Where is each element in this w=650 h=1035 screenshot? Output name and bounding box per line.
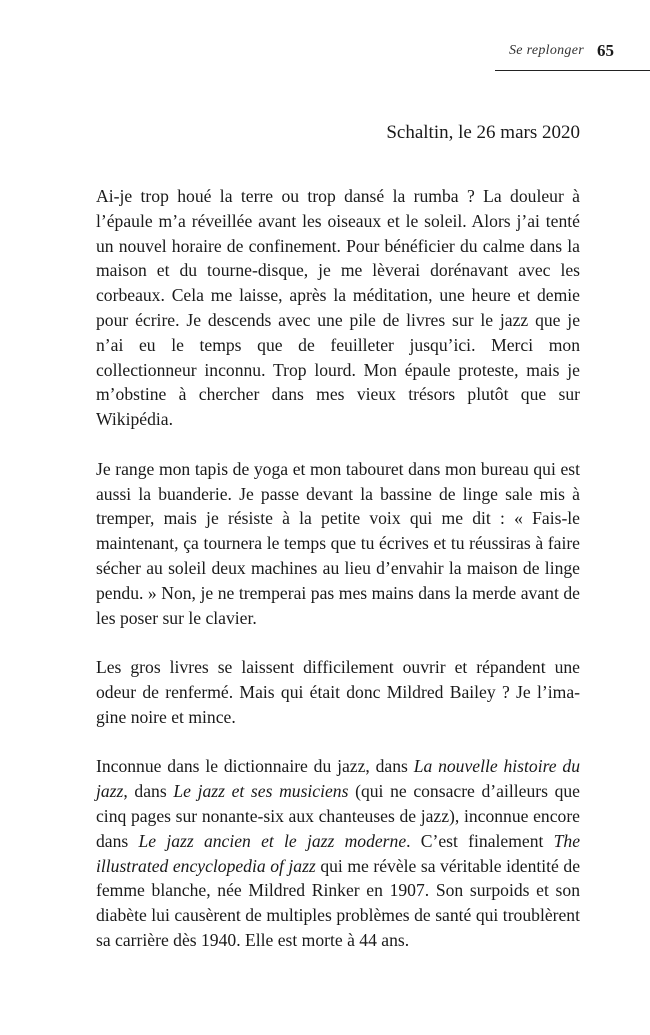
paragraph-2: Je range mon tapis de yoga et mon tabouret dans mon bureau qui est aussi la buanderie. Je passe devant la bassine de linge sale mis à tremper, mais je résiste à la petite voix qui me dit : « Fais-le maintenant, ça tournera le temps que tu écrives et tu réussiras à faire sécher au soleil deux machines au lieu d’envahir la maison de linge pendu. » Non, je ne tremperai pas mes mains dans la merde avant de les poser sur le clavier. <box>96 458 580 628</box>
page-number: 65 <box>597 41 614 60</box>
paragraph-4-text: (qui ne consacre d’ailleurs que cinq pages sur nonante-six aux chanteuses de jazz), inconnue encore dans <box>96 781 580 851</box>
paragraph-4-text: qui me révèle sa véritable identité de femme blanche, née Mildred Rinker en 1907. Son surpoids et son diabète lui causèrent de multiples problèmes de santé qui troublèrent sa carrière dès 1940. Elle est morte à 44 ans. <box>96 855 580 950</box>
paragraph-4-text: , dans <box>123 781 174 802</box>
paragraph-1: Ai-je trop houé la terre ou trop dansé la rumba ? La douleur à l’épaule m’a réveillée avant les oiseaux et le soleil. Alors j’ai tenté un nouvel horaire de confinement. Pour bénéficier du calme dans la maison et du tourne-disque, je me lèverai dorénavant avec les corbeaux. Cela me laisse, après la méditation, une heure et demie pour écrire. Je descends avec une pile de livres sur le jazz que je n’ai eu le temps que de feuilleter jusqu’ici. Merci mon collectionneur inconnu. Trop lourd. Mon épaule proteste, mais je m’obstine à chercher dans mes vieux trésors plutôt que sur Wikipédia. <box>96 186 580 430</box>
dateline: Schaltin, le 26 mars 2020 <box>386 122 580 143</box>
book-title: Le jazz et ses musiciens <box>173 781 349 802</box>
paragraph-4 <box>96 754 580 952</box>
book-title: Le jazz ancien et le jazz moderne <box>138 830 407 851</box>
running-header <box>495 40 650 71</box>
body-text <box>96 184 580 953</box>
paragraph-4-text: . C’est finalement <box>406 830 554 851</box>
running-title: Se replonger <box>508 43 584 58</box>
paragraph-3: Les gros livres se laissent difficilement ouvrir et répandent une odeur de renfermé. Mais qui était donc Mildred Bailey ? Je l’imagine noire et mince. <box>96 657 580 727</box>
book-title: La nouvelle histoire du jazz <box>96 756 581 802</box>
paragraph-4-text: Inconnue dans le dictionnaire du jazz, dans <box>96 756 414 777</box>
book-title: The illustrated encyclopedia of jazz <box>96 830 581 876</box>
